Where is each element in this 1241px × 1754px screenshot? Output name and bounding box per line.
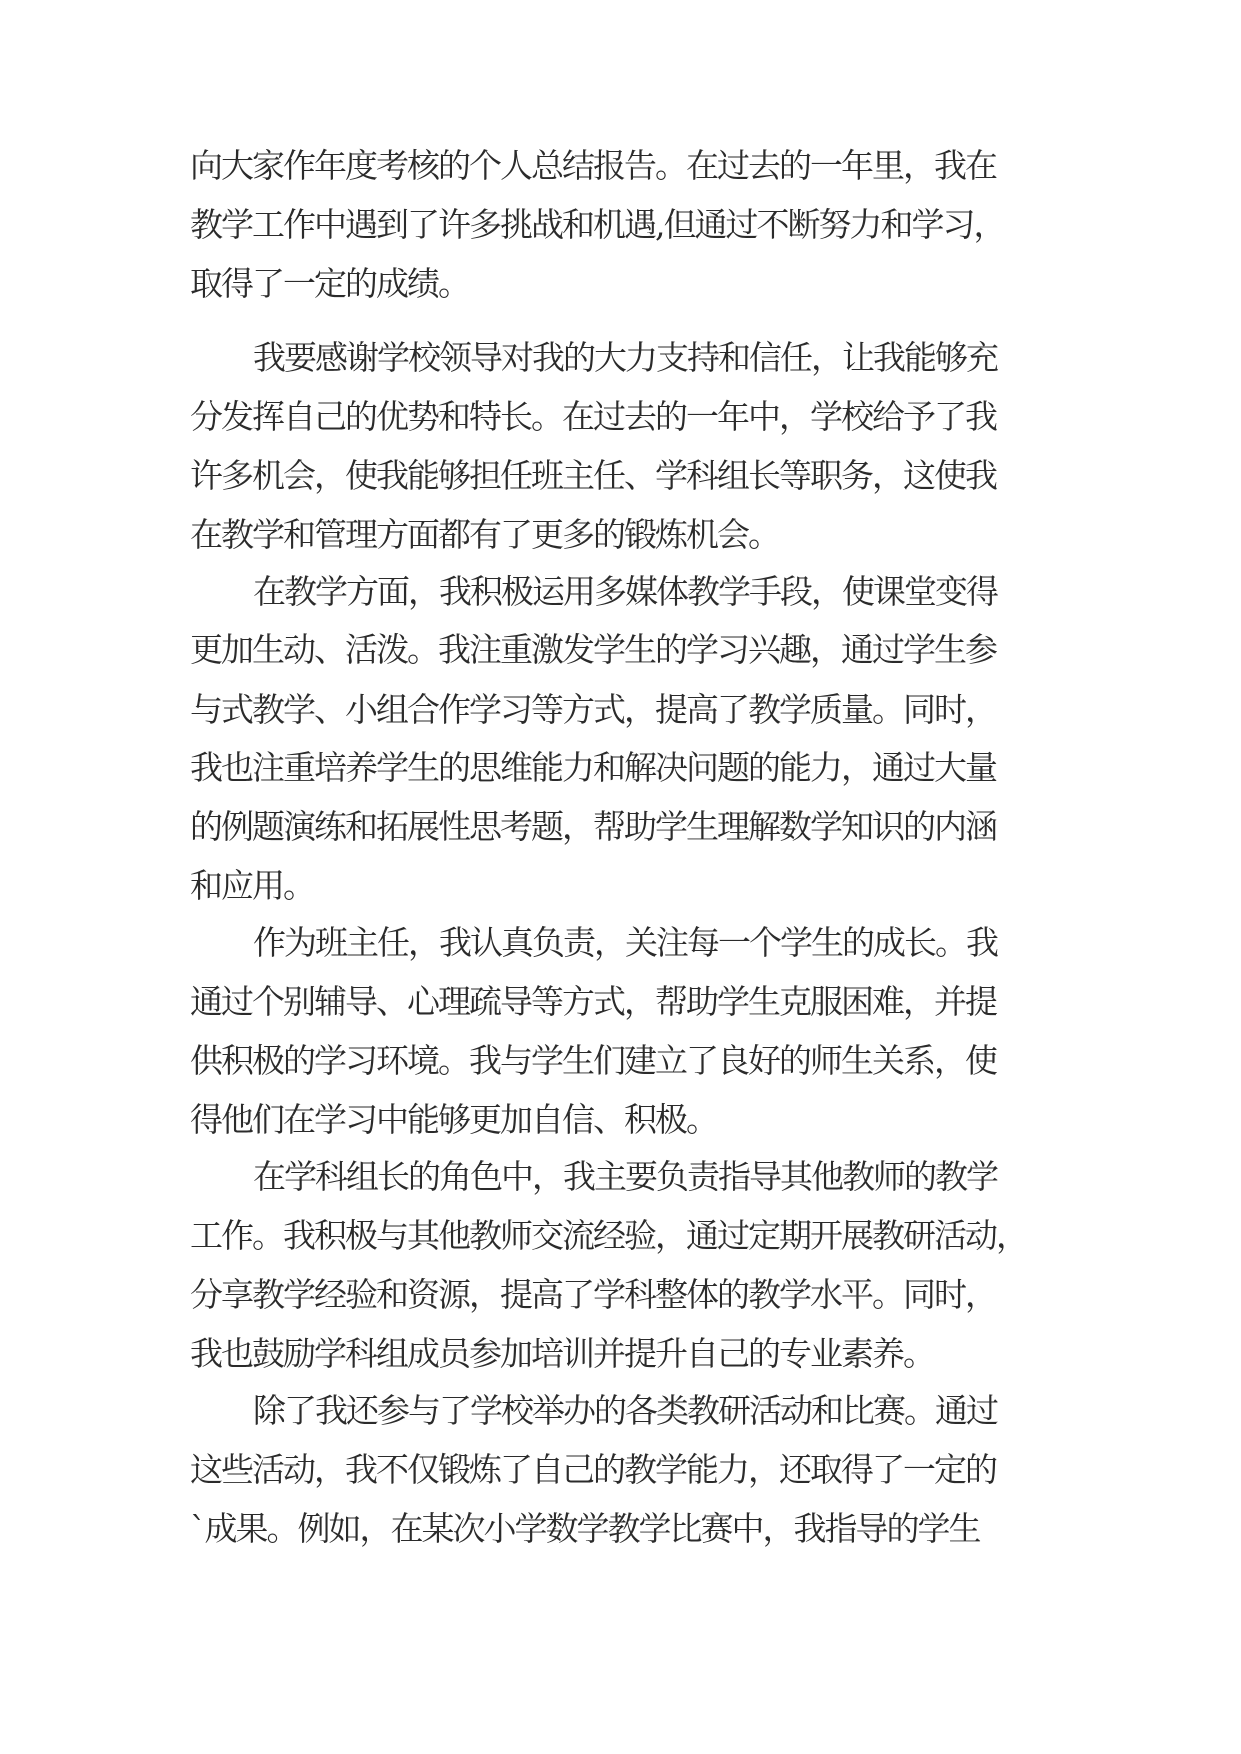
text-line: 和应用。 [190,866,314,905]
text-line: 我也鼓励学科组成员参加培训并提升自己的专业素养。 [190,1334,934,1373]
text-line: 除了我还参与了学校举办的各类教研活动和比赛。通过 [253,1391,997,1430]
text-line: 在教学方面，我积极运用多媒体教学手段，使课堂变得 [253,572,997,611]
text-line: `成果。例如，在某次小学数学教学比赛中，我指导的学生 [190,1509,980,1548]
text-line: 更加生动、活泼。我注重激发学生的学习兴趣，通过学生参 [190,630,996,669]
text-line: 与式教学、小组合作学习等方式，提高了教学质量。同时， [190,690,996,729]
text-line: 供积极的学习环境。我与学生们建立了良好的师生关系，使 [190,1041,996,1080]
text-line: 我要感谢学校领导对我的大力支持和信任，让我能够充 [253,338,997,377]
text-line: 取得了一定的成绩。 [190,264,469,303]
text-line: 的例题演练和拓展性思考题，帮助学生理解数学知识的内涵 [190,807,996,846]
text-line: 通过个别辅导、心理疏导等方式，帮助学生克服困难，并提 [190,982,996,1021]
text-line: 分享教学经验和资源，提高了学科整体的教学水平。同时， [190,1275,996,1314]
text-line: 作为班主任，我认真负责，关注每一个学生的成长。我 [253,923,997,962]
text-line: 教学工作中遇到了许多挑战和机遇,但通过不断努力和学习， [190,205,1005,244]
text-line: 这些活动，我不仅锻炼了自己的教学能力，还取得了一定的 [190,1450,996,1489]
text-line: 在教学和管理方面都有了更多的锻炼机会。 [190,515,779,554]
text-line: 在学科组长的角色中，我主要负责指导其他教师的教学 [253,1157,997,1196]
text-line: 我也注重培养学生的思维能力和解决问题的能力，通过大量 [190,748,996,787]
text-line: 分发挥自己的优势和特长。在过去的一年中，学校给予了我 [190,397,996,436]
text-line: 向大家作年度考核的个人总结报告。在过去的一年里，我在 [190,146,996,185]
text-line: 许多机会，使我能够担任班主任、学科组长等职务，这使我 [190,456,996,495]
text-line: 工作。我积极与其他教师交流经验，通过定期开展教研活动， [190,1216,1027,1255]
text-line: 得他们在学习中能够更加自信、积极。 [190,1100,717,1139]
